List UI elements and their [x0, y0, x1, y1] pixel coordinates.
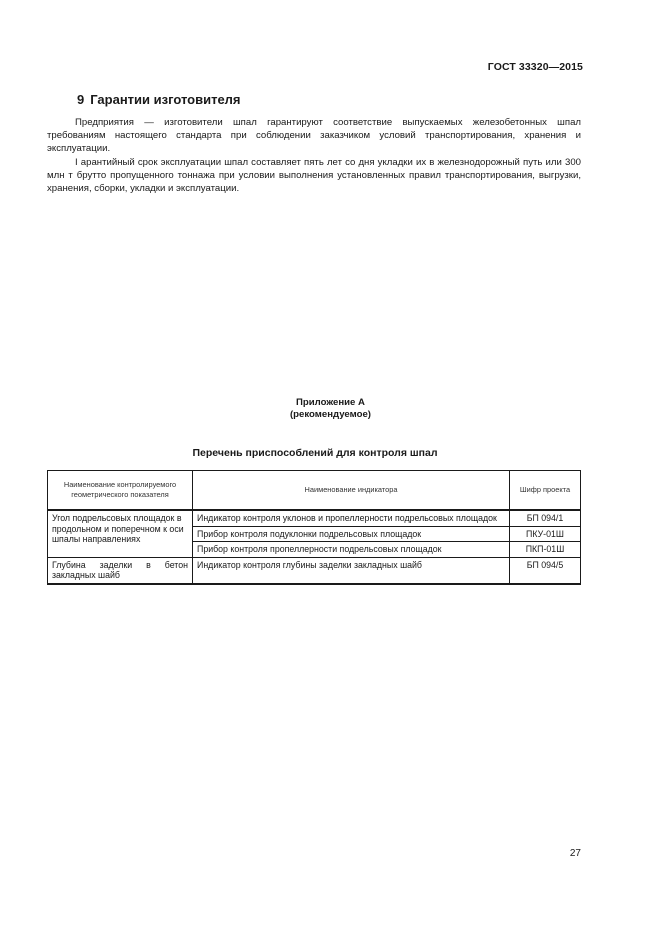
- indicator-cell: Индикатор контроля глубины заделки закладных шайб: [193, 557, 510, 584]
- project-code-cell: БП 094/5: [510, 557, 581, 584]
- table-row: [48, 557, 581, 584]
- header-project-code: Шифр проекта: [510, 471, 581, 511]
- parameter-cell: Угол подрельсовых площадок в продольном и поперечном к оси шпалы направлениях: [48, 510, 193, 557]
- project-code-cell: ПКП-01Ш: [510, 542, 581, 558]
- instruments-table: [47, 470, 581, 585]
- indicator-cell: Прибор контроля пропеллерности подрельсовых площадок: [193, 542, 510, 558]
- project-code-cell: БП 094/1: [510, 510, 581, 526]
- document-code: ГОСТ 33320—2015: [487, 61, 583, 73]
- header-indicator: Наименование индикатора: [193, 471, 510, 511]
- header-parameter: Наименование контролируемого геометрического показателя: [48, 471, 193, 511]
- table-row: [48, 510, 581, 526]
- indicator-cell: Прибор контроля подуклонки подрельсовых площадок: [193, 526, 510, 542]
- section-title: Гарантии изготовителя: [90, 92, 241, 107]
- indicator-cell: Индикатор контроля уклонов и пропеллерности подрельсовых площадок: [193, 510, 510, 526]
- section-paragraph-1: Предприятия — изготовители шпал гарантируют соответствие выпускаемых железобетонных шпал требованиям настоящего стандарта при соблюдении заказчиком условий транспортирования, хранения и эксплуатации.: [47, 117, 581, 154]
- section-heading: [77, 92, 241, 107]
- page-number: 27: [569, 848, 581, 859]
- table-header-row: [48, 471, 581, 511]
- annex-subtitle: (рекомендуемое): [289, 409, 371, 420]
- annex-title: Приложение А: [296, 397, 365, 408]
- parameter-cell: Глубина заделки в бетон закладных шайб: [48, 557, 193, 584]
- section-number: 9: [77, 92, 85, 107]
- section-paragraph-2: I арантийный срок эксплуатации шпал составляет пять лет со дня укладки их в железнодорожный путь или 300 млн т брутто пропущенного тоннажа при условии выполнения установленных правил транспортирования, выгрузки, хранения, сборки, укладки и эксплуатации.: [47, 157, 581, 194]
- project-code-cell: ПКУ-01Ш: [510, 526, 581, 542]
- annex-heading: [0, 397, 661, 421]
- table-caption: Перечень приспособлений для контроля шпал: [192, 447, 438, 459]
